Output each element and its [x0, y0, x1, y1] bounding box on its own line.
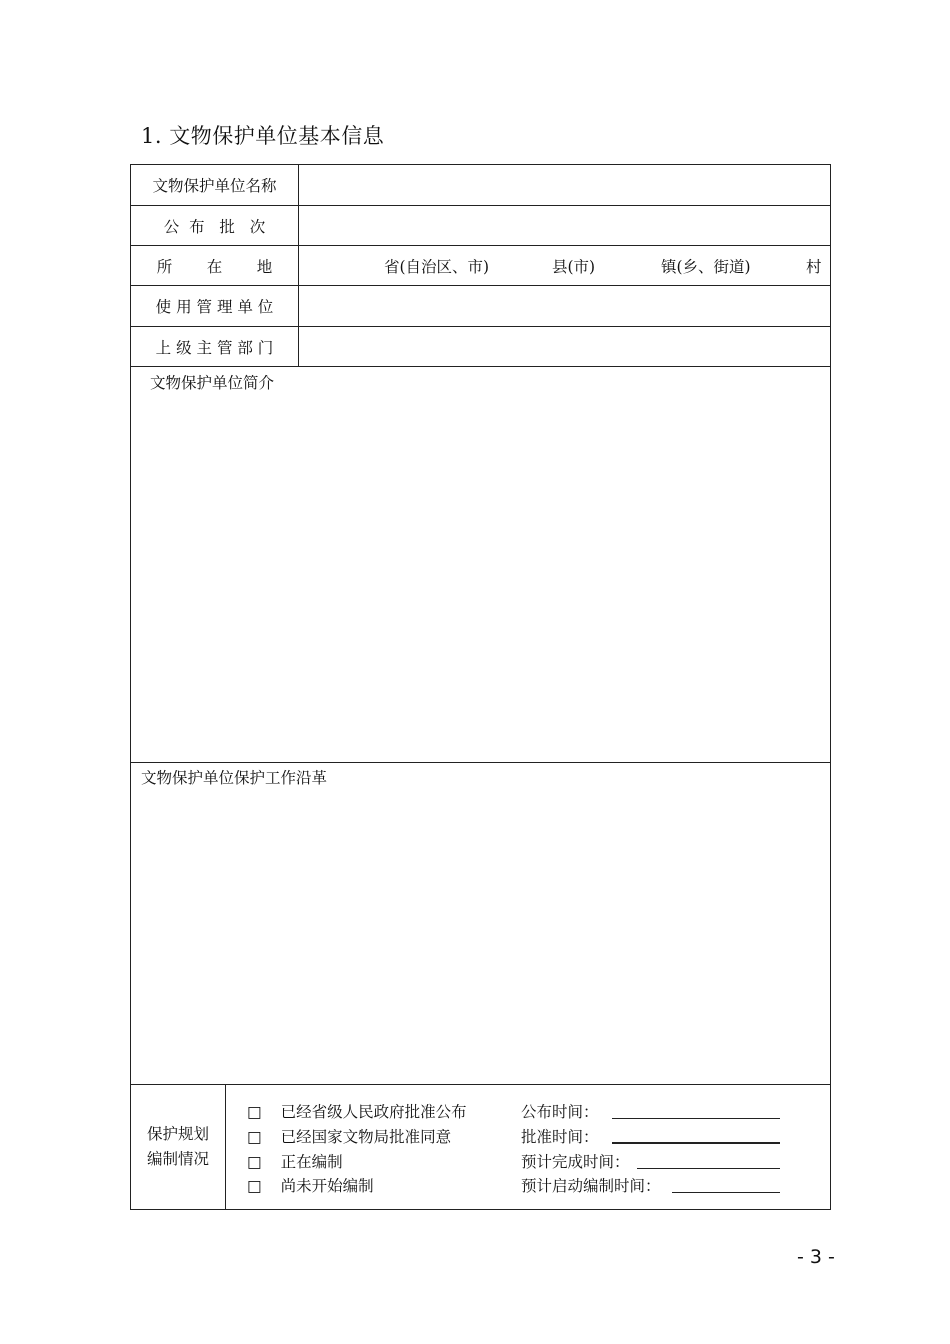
unit-village: 村: [806, 257, 822, 276]
label-management: 使 用 管 理 单 位: [131, 286, 299, 326]
plan-option-label: 已经省级人民政府批准公布: [280, 1103, 467, 1121]
label-site-name: 文物保护单位名称: [131, 165, 299, 205]
unit-province: 省(自治区、市): [384, 257, 490, 276]
publish-time-field[interactable]: [612, 1118, 780, 1119]
checkbox-icon[interactable]: □: [247, 1153, 262, 1171]
intro-title: 文物保护单位简介: [150, 374, 275, 392]
start-time-field[interactable]: [672, 1192, 780, 1193]
form-row-location: [131, 246, 830, 286]
time-label-publish: 公布时间：: [521, 1103, 599, 1121]
info-form-table: [130, 164, 831, 1210]
plan-option-not-started[interactable]: [247, 1174, 374, 1196]
form-row-supervisor: [131, 327, 830, 367]
unit-town: 镇(乡、街道): [661, 257, 751, 276]
history-section: [131, 763, 830, 1085]
plan-option-in-progress[interactable]: [247, 1150, 343, 1172]
plan-section: [131, 1085, 830, 1209]
plan-label-line1: 保护规划: [146, 1125, 209, 1143]
time-label-completion: 预计完成时间：: [521, 1153, 630, 1171]
location-field[interactable]: [299, 246, 830, 285]
time-label-approval: 批准时间：: [521, 1128, 599, 1146]
checkbox-icon[interactable]: □: [247, 1128, 262, 1146]
time-label-start: 预计启动编制时间：: [521, 1177, 661, 1195]
unit-county: 县(市): [552, 257, 596, 276]
plan-option-label: 已经国家文物局批准同意: [280, 1128, 452, 1146]
label-batch: 公 布 批 次: [131, 206, 299, 245]
page-number: - 3 -: [797, 1246, 835, 1268]
supervisor-field[interactable]: [299, 327, 830, 366]
label-location: 所 在 地: [131, 246, 299, 285]
approval-time-field[interactable]: [612, 1142, 780, 1144]
site-name-field[interactable]: [299, 165, 830, 205]
checkbox-icon[interactable]: □: [247, 1177, 262, 1195]
plan-label-line2: 编制情况: [146, 1150, 209, 1168]
plan-option-label: 尚未开始编制: [280, 1177, 374, 1195]
plan-option-label: 正在编制: [280, 1153, 343, 1171]
management-field[interactable]: [299, 286, 830, 326]
checkbox-icon[interactable]: □: [247, 1103, 262, 1121]
history-text-area[interactable]: [141, 793, 820, 1074]
form-row-management: [131, 286, 830, 327]
batch-field[interactable]: [299, 206, 830, 245]
intro-section: [131, 367, 830, 763]
form-row-site-name: [131, 165, 830, 206]
plan-option-province-approved[interactable]: [247, 1100, 467, 1122]
page-heading: 1. 文物保护单位基本信息: [141, 124, 385, 148]
intro-text-area[interactable]: [141, 397, 820, 752]
label-supervisor: 上 级 主 管 部 门: [131, 327, 299, 366]
form-row-batch: [131, 206, 830, 246]
plan-option-national-approved[interactable]: [247, 1125, 451, 1147]
completion-time-field[interactable]: [637, 1168, 780, 1169]
history-title: 文物保护单位保护工作沿革: [141, 769, 328, 787]
plan-label: [131, 1085, 226, 1209]
